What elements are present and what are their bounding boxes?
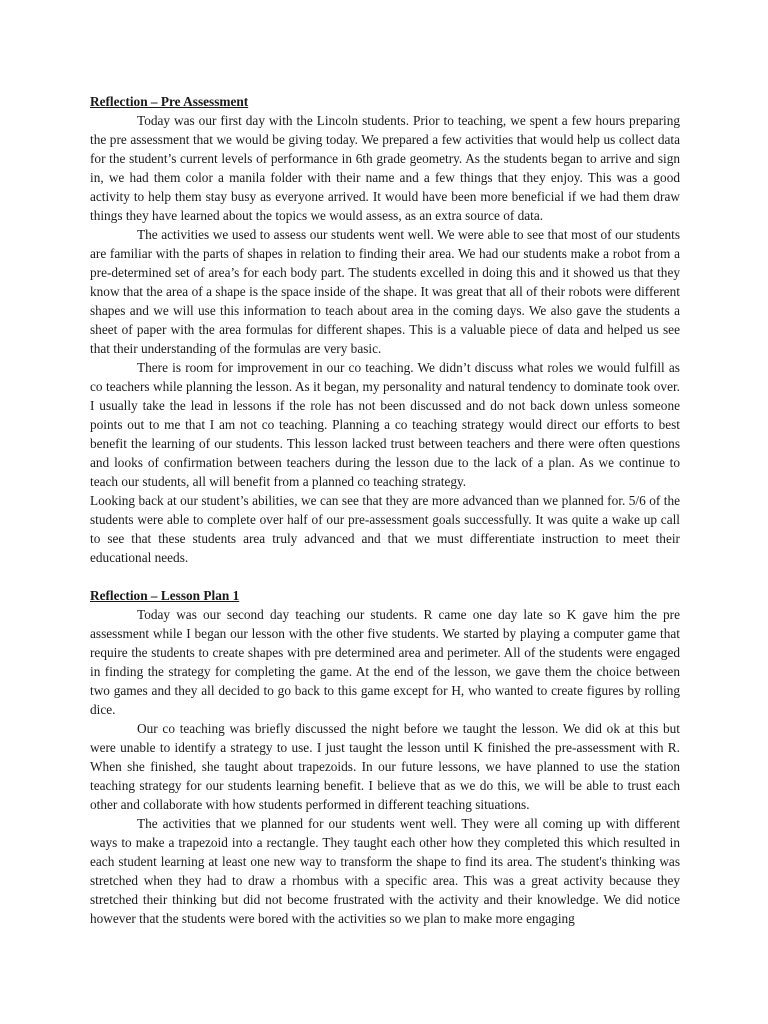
section-heading: Reflection – Pre Assessment [90,94,249,109]
section-heading: Reflection – Lesson Plan 1 [90,588,240,603]
paragraph: Looking back at our student’s abilities, we can see that they are more advanced than we planned for. 5/6 of the students were able to complete over half of our pre-assessment goals successfully. It was quite a wake up call to see that these students area truly advanced and that we must differentiate instruction to meet their educational needs. [90,493,680,565]
paragraph: There is room for improvement in our co teaching. We didn’t discuss what roles we would fulfill as co teachers while planning the lesson. As it began, my personality and natural tendency to dominate took over. I usually take the lead in lessons if the role has not been discussed and do not back down unless someone points out to me that I am not co teaching. Planning a co teaching strategy would direct our efforts to best benefit the learning of our students. This lesson lacked trust between teachers and there were often questions and looks of confirmation between teachers during the lesson due to the lack of a plan. As we continue to teach our students, all will benefit from a planned co teaching strategy. [90,360,680,489]
paragraph: The activities we used to assess our students went well. We were able to see that most of our students are familiar with the parts of shapes in relation to finding their area. We had our students make a robot from a pre-determined set of area’s for each body part. The students excelled in doing this and it showed us that they know that the area of a shape is the space inside of the shape. It was great that all of their robots were different shapes and we will use this information to teach about area in the coming days. We also gave the students a sheet of paper with the area formulas for different shapes. This is a valuable piece of data and helped us see that their understanding of the formulas are very basic. [90,227,680,356]
paragraph: Today was our second day teaching our students. R came one day late so K gave him the pre assessment while I began our lesson with the other five students. We started by playing a computer game that require the students to create shapes with pre determined area and perimeter. All of the students were engaged in finding the strategy for completing the game. At the end of the lesson, we gave them the choice between two games and they all decided to go back to this game except for H, who wanted to create figures by rolling dice. [90,607,680,717]
paragraph: The activities that we planned for our students went well. They were all coming up with different ways to make a trapezoid into a rectangle. They taught each other how they completed this which resulted in each student learning at least one new way to transform the shape to find its area. The student's thinking was stretched when they had to draw a rhombus with a specific area. This was a great activity because they stretched their thinking but did not become frustrated with the activity and their knowledge. We did notice however that the students were bored with the activities so we plan to make more engaging [90,816,680,926]
section-pre-assessment [90,92,680,567]
paragraph: Our co teaching was briefly discussed the night before we taught the lesson. We did ok at this but were unable to identify a strategy to use. I just taught the lesson until K finished the pre-assessment with R. When she finished, she taught about trapezoids. In our future lessons, we have planned to use the station teaching strategy for our students learning benefit. I believe that as we do this, we will be able to trust each other and collaborate with how students performed in different teaching situations. [90,721,680,812]
paragraph: Today was our first day with the Lincoln students. Prior to teaching, we spent a few hours preparing the pre assessment that we would be giving today. We prepared a few activities that would help us collect data for the student’s current levels of performance in 6th grade geometry. As the students began to arrive and sign in, we had them color a manila folder with their name and a few things that they enjoy. This was a good activity to help them stay busy as everyone arrived. It would have been more beneficial if we had them draw things they have learned about the topics we would assess, as an extra source of data. [90,113,680,223]
section-lesson-plan-1 [90,586,680,928]
